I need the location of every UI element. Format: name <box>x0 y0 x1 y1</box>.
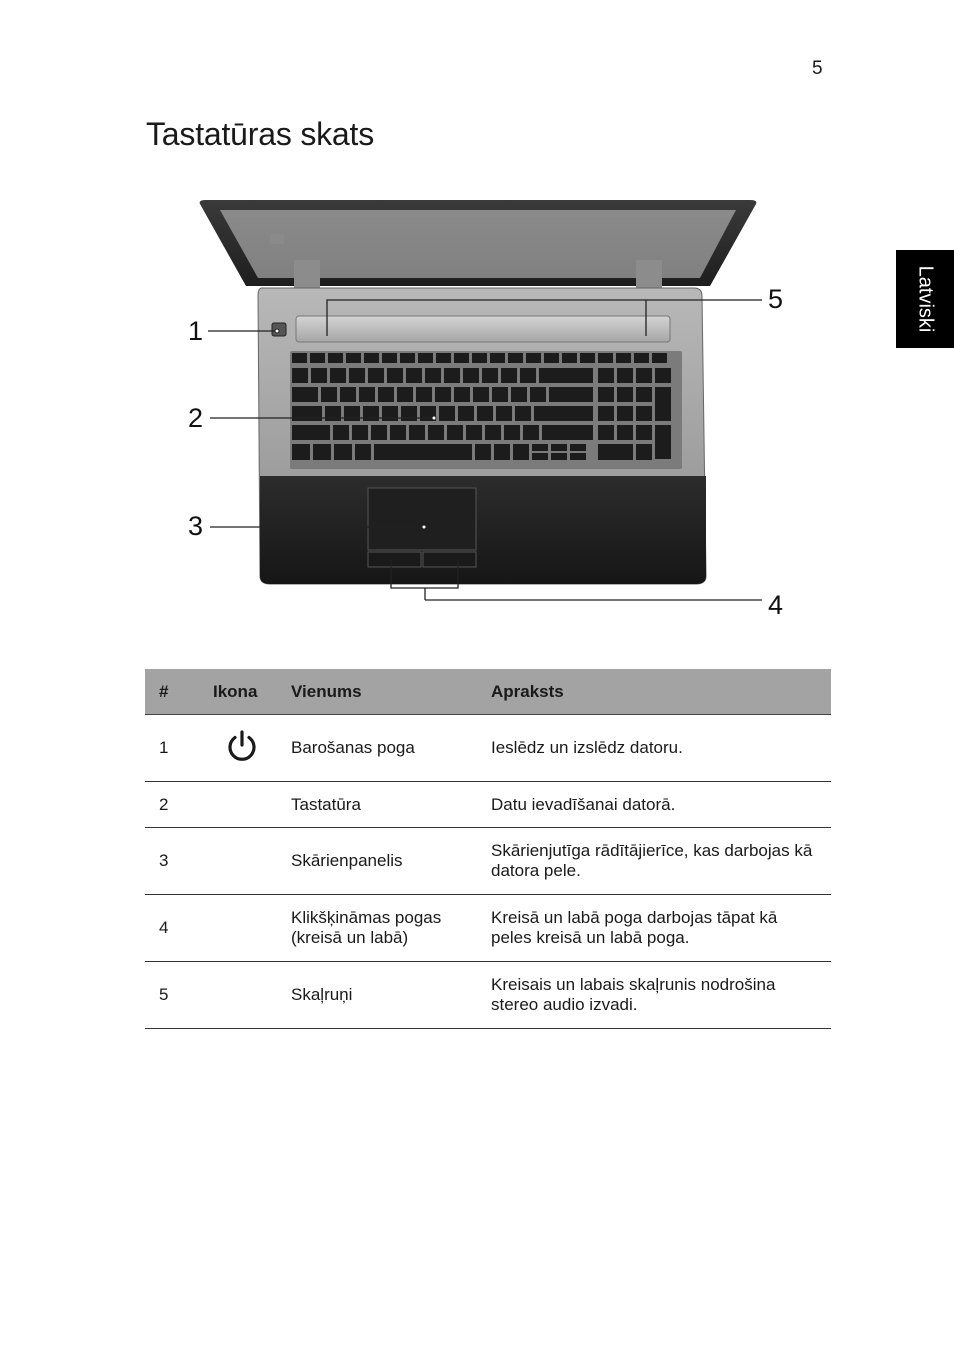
palm-rest <box>260 476 706 584</box>
callout-5: 5 <box>768 284 784 314</box>
row-description: Kreisais un labais skaļrunis nodrošina stereo audio izvadi. <box>481 962 831 1029</box>
header-icon: Ikona <box>203 669 281 715</box>
table-row <box>145 962 831 1029</box>
power-icon <box>225 729 259 763</box>
speaker-bar <box>296 316 670 342</box>
header-item: Vienums <box>281 669 481 715</box>
parts-table <box>145 669 831 1029</box>
row-icon <box>203 895 281 962</box>
callout-3: 3 <box>188 511 204 541</box>
header-num: # <box>145 669 203 715</box>
header-description: Apraksts <box>481 669 831 715</box>
left-click-button-illustration <box>368 552 421 567</box>
table-row <box>145 828 831 895</box>
row-icon <box>203 782 281 828</box>
callout-2: 2 <box>188 403 204 433</box>
page-number: 5 <box>812 58 823 79</box>
callout-4: 4 <box>768 590 784 620</box>
row-num: 5 <box>145 962 203 1029</box>
laptop-keyboard-figure <box>180 196 800 626</box>
row-item: Klikšķināmas pogas (kreisā un labā) <box>281 895 481 962</box>
language-tab <box>896 250 954 348</box>
row-item: Tastatūra <box>281 782 481 828</box>
row-icon <box>203 828 281 895</box>
touchpad-illustration <box>368 488 476 550</box>
row-num: 1 <box>145 715 203 782</box>
laptop-illustration <box>180 196 800 626</box>
table-header-row <box>145 669 831 715</box>
page-title: Tastatūras skats <box>146 116 375 152</box>
row-description: Kreisā un labā poga darbojas tāpat kā peles kreisā un labā poga. <box>481 895 831 962</box>
keyboard-illustration <box>290 351 682 469</box>
table-row <box>145 715 831 782</box>
row-item: Barošanas poga <box>281 715 481 782</box>
callout-1: 1 <box>188 316 204 346</box>
row-icon <box>203 962 281 1029</box>
row-description: Skārienjutīga rādītājierīce, kas darbojas kā datora pele. <box>481 828 831 895</box>
laptop-lid <box>200 200 757 286</box>
right-click-button-illustration <box>423 552 476 567</box>
row-num: 2 <box>145 782 203 828</box>
row-description: Ieslēdz un izslēdz datoru. <box>481 715 831 782</box>
row-num: 4 <box>145 895 203 962</box>
table-row <box>145 782 831 828</box>
row-description: Datu ievadīšanai datorā. <box>481 782 831 828</box>
row-item: Skārienpanelis <box>281 828 481 895</box>
row-icon <box>203 715 281 782</box>
language-tab-label: Latviski <box>914 265 937 333</box>
table-row <box>145 895 831 962</box>
row-num: 3 <box>145 828 203 895</box>
row-item: Skaļruņi <box>281 962 481 1029</box>
